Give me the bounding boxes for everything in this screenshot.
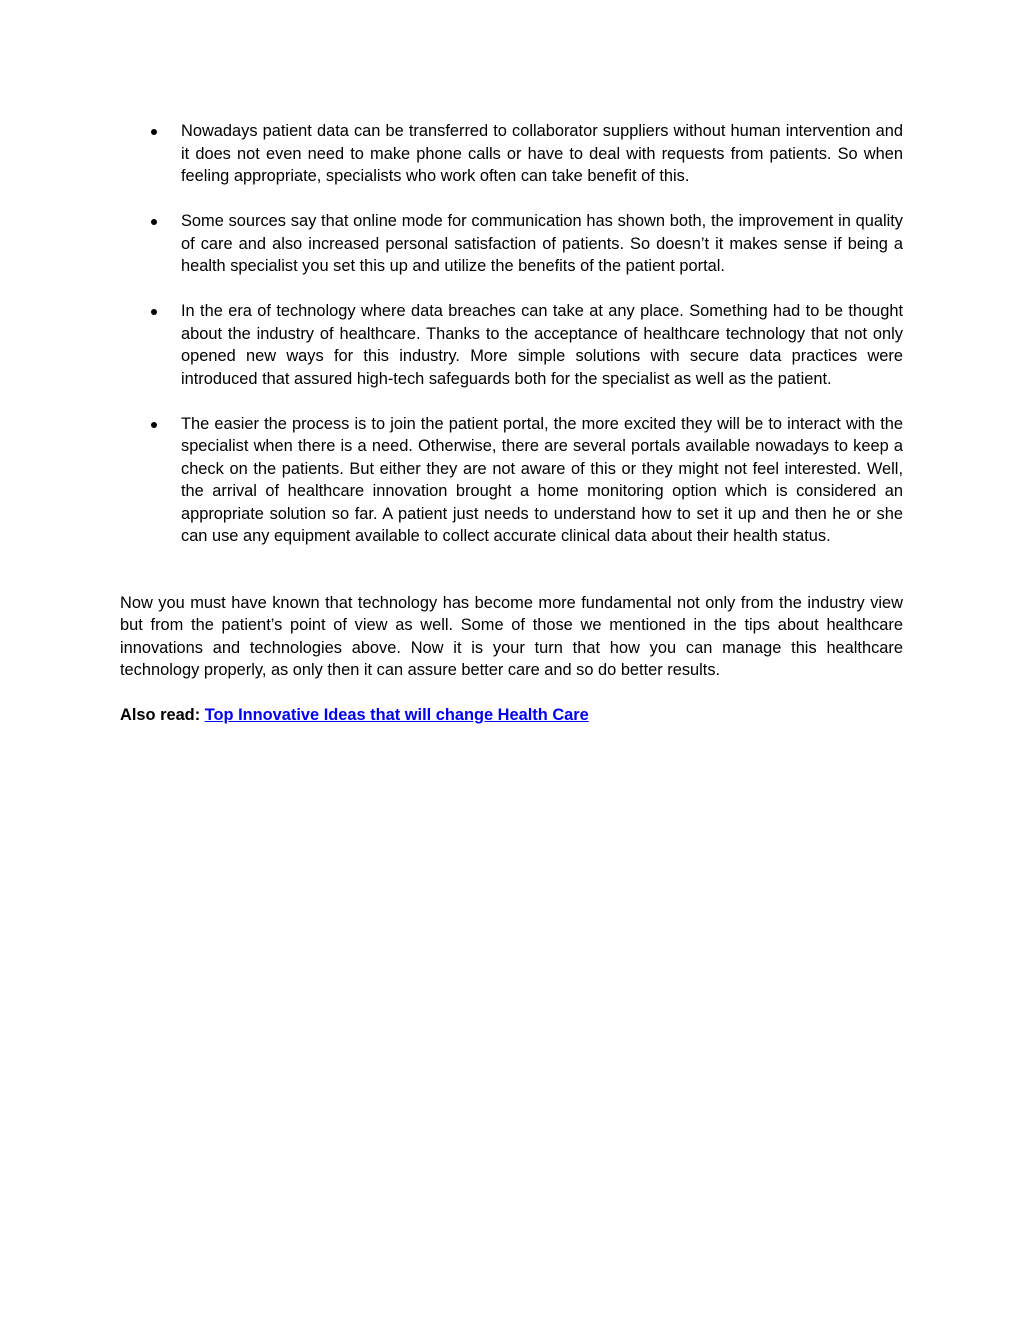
- list-item-text: Some sources say that online mode for communication has shown both, the improvement in quality of care and also increased personal satisfaction of patients. So doesn’t it makes sense if being a health specialist you set this up and utilize the benefits of the patient portal.: [181, 212, 903, 275]
- also-read-line: [120, 704, 903, 727]
- bullet-icon: [151, 219, 157, 225]
- list-item-text: The easier the process is to join the patient portal, the more excited they will be to interact with the specialist when there is a need. Otherwise, there are several portals available nowadays to keep a check on the patients. But either they are not aware of this or they might not feel interested. Well, the arrival of healthcare innovation brought a home monitoring option which is considered an appropriate solution so far. A patient just needs to understand how to set it up and then he or she can use any equipment available to collect accurate clinical data about their health status.: [181, 414, 903, 545]
- list-item: [120, 120, 903, 188]
- closing-paragraph: Now you must have known that technology has become more fundamental not only from the industry view but from the patient’s point of view as well. Some of those we mentioned in the tips about healthcare innovations and technologies above. Now it is your turn that how you can manage this healthcare technology properly, as only then it can assure better care and so do better results.: [120, 593, 903, 679]
- also-read-label: Also read:: [120, 706, 201, 724]
- bullet-icon: [151, 309, 157, 315]
- bullet-list: [120, 120, 903, 548]
- document-body: [120, 120, 903, 727]
- list-item-text: Nowadays patient data can be transferred to collaborator suppliers without human intervention and it does not even need to make phone calls or have to deal with requests from patients. So when feeling appropriate, specialists who work often can take benefit of this.: [181, 122, 903, 185]
- list-item: [120, 300, 903, 390]
- list-item: [120, 413, 903, 548]
- bullet-icon: [151, 422, 157, 428]
- bullet-icon: [151, 129, 157, 135]
- list-item-text: In the era of technology where data breaches can take at any place. Something had to be thought about the industry of healthcare. Thanks to the acceptance of healthcare technology that not only opened new ways for this industry. More simple solutions with secure data practices were introduced that assured high-tech safeguards both for the specialist as well as the patient.: [181, 302, 903, 388]
- also-read-link[interactable]: Top Innovative Ideas that will change Health Care: [204, 706, 589, 724]
- list-item: [120, 210, 903, 278]
